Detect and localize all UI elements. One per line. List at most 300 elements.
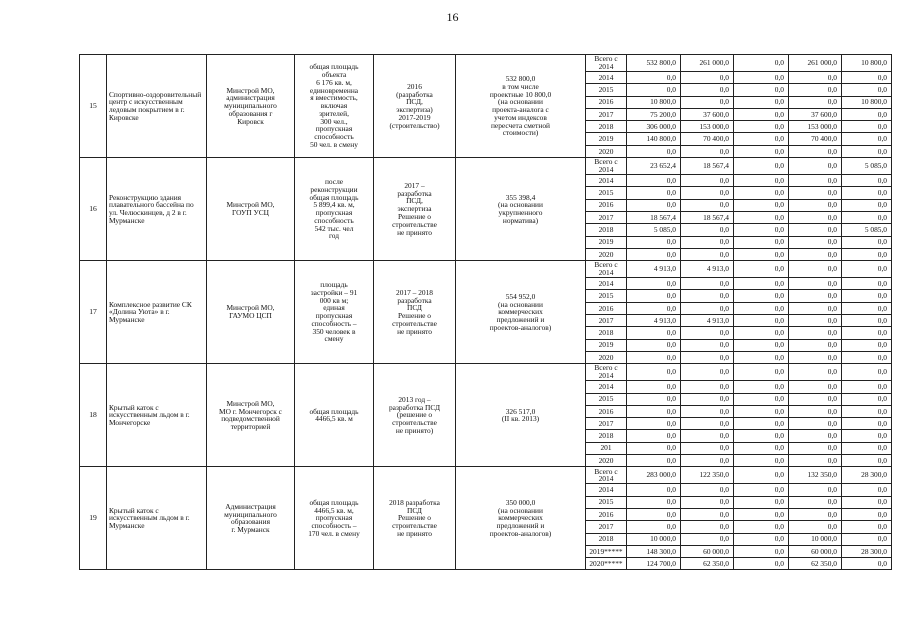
amount-cell: 10 800,0 [627, 96, 681, 108]
amount-cell: 0,0 [842, 133, 892, 145]
amount-cell: 0,0 [842, 418, 892, 430]
year-cell: 2020 [586, 145, 627, 157]
project-name-cell [107, 364, 207, 467]
amount-cell: 60 000,0 [681, 545, 734, 557]
amount-cell: 0,0 [842, 84, 892, 96]
amount-cell: 0,0 [681, 351, 734, 363]
amount-cell: 0,0 [734, 315, 789, 327]
amount-cell: 0,0 [789, 381, 842, 393]
amount-cell: 5 085,0 [627, 224, 681, 236]
amount-cell: 0,0 [734, 290, 789, 302]
amount-cell: 148 300,0 [627, 545, 681, 557]
amount-cell: 5 085,0 [842, 224, 892, 236]
year-cell: 2017 [586, 315, 627, 327]
amount-cell: 0,0 [734, 496, 789, 508]
amount-cell: 0,0 [627, 248, 681, 260]
amount-cell: 0,0 [789, 145, 842, 157]
amount-cell: 0,0 [627, 302, 681, 314]
project-number-cell [80, 467, 107, 570]
estimated-cost-cell-text: 355 398,4 (на основании укрупненного норматива) [498, 192, 543, 225]
amount-cell: 0,0 [789, 455, 842, 467]
amount-cell: 0,0 [789, 248, 842, 260]
year-cell: 2016 [586, 405, 627, 417]
year-cell: 2016 [586, 508, 627, 520]
amount-cell: 0,0 [734, 55, 789, 72]
amount-cell: 306 000,0 [627, 121, 681, 133]
project-number-cell-text: 15 [89, 101, 97, 111]
year-cell: 2015 [586, 187, 627, 199]
year-cell: 2014 [586, 175, 627, 187]
amount-cell: 0,0 [681, 96, 734, 108]
stage-cell [374, 467, 456, 570]
year-cell: 2018 [586, 121, 627, 133]
amount-cell: 0,0 [681, 364, 734, 381]
amount-cell: 0,0 [734, 108, 789, 120]
amount-cell: 122 350,0 [681, 467, 734, 484]
amount-cell: 62 350,0 [789, 558, 842, 570]
amount-cell: 0,0 [734, 484, 789, 496]
capacity-cell-text: после реконструкции общая площадь 5 899,4 кв. м, пропускная способность 542 тыс. чел год [309, 177, 359, 241]
year-cell: 2018 [586, 533, 627, 545]
amount-cell: 0,0 [627, 405, 681, 417]
stage-cell [374, 364, 456, 467]
amount-cell: 0,0 [842, 442, 892, 454]
year-cell: 2018 [586, 430, 627, 442]
amount-cell: 0,0 [734, 211, 789, 223]
amount-cell: 0,0 [789, 364, 842, 381]
amount-cell: 0,0 [842, 339, 892, 351]
amount-cell: 0,0 [734, 302, 789, 314]
amount-cell: 70 400,0 [789, 133, 842, 145]
amount-cell: 0,0 [789, 351, 842, 363]
amount-cell: 18 567,4 [681, 158, 734, 175]
amount-cell: 0,0 [734, 418, 789, 430]
amount-cell: 0,0 [842, 145, 892, 157]
amount-cell: 0,0 [789, 290, 842, 302]
amount-cell: 0,0 [681, 175, 734, 187]
executor-cell-text: Минстрой МО, МО г. Мончегорск с подведомственной территорией [219, 398, 282, 432]
amount-cell: 0,0 [627, 84, 681, 96]
amount-cell: 0,0 [627, 364, 681, 381]
amount-cell: 0,0 [842, 533, 892, 545]
amount-cell: 0,0 [789, 236, 842, 248]
amount-cell: 0,0 [734, 381, 789, 393]
capacity-cell-text: площадь застройки – 91 000 кв м; единая пропускная способность – 350 человек в смену [310, 280, 358, 344]
stage-cell-text: 2018 разработка ПСД Решение о строительстве не принято [389, 497, 440, 538]
stage-cell [374, 158, 456, 261]
amount-cell: 75 200,0 [627, 108, 681, 120]
year-cell: 2015 [586, 84, 627, 96]
amount-cell: 0,0 [842, 315, 892, 327]
amount-cell: 0,0 [681, 84, 734, 96]
page-number: 16 [446, 10, 459, 24]
capacity-cell [295, 55, 374, 158]
amount-cell: 0,0 [627, 393, 681, 405]
amount-cell: 0,0 [627, 327, 681, 339]
amount-cell: 532 800,0 [627, 55, 681, 72]
amount-cell: 0,0 [842, 108, 892, 120]
amount-cell: 4 913,0 [627, 315, 681, 327]
amount-cell: 0,0 [681, 302, 734, 314]
amount-cell: 0,0 [627, 199, 681, 211]
year-cell: 2020 [586, 248, 627, 260]
amount-cell: 0,0 [789, 442, 842, 454]
amount-cell: 0,0 [789, 327, 842, 339]
amount-cell: 0,0 [627, 72, 681, 84]
stage-cell-text: 2016 (разработка ПСД, экспертиза) 2017-2019 (строительство) [389, 81, 440, 130]
amount-cell: 0,0 [734, 248, 789, 260]
amount-cell: 62 350,0 [681, 558, 734, 570]
year-cell: 2015 [586, 393, 627, 405]
amount-cell: 0,0 [842, 430, 892, 442]
capacity-cell-text: общая площадь объекта 6 176 кв. м, единовременна я вместимость, включая зрителей, 300 чел., пропускная способность 50 чел. в смену [309, 62, 359, 149]
amount-cell: 10 800,0 [842, 55, 892, 72]
amount-cell: 0,0 [627, 339, 681, 351]
stage-cell-text: 2013 год – разработка ПСД (решение о строительстве не принято) [388, 394, 440, 435]
amount-cell: 18 567,4 [627, 211, 681, 223]
amount-cell: 0,0 [789, 405, 842, 417]
amount-cell: 0,0 [734, 187, 789, 199]
estimated-cost-cell [456, 467, 586, 570]
amount-cell: 0,0 [842, 327, 892, 339]
amount-cell: 0,0 [734, 405, 789, 417]
project-name-cell [107, 55, 207, 158]
amount-cell: 0,0 [789, 261, 842, 278]
amount-cell: 0,0 [842, 211, 892, 223]
amount-cell: 0,0 [789, 430, 842, 442]
amount-cell: 0,0 [842, 236, 892, 248]
project-name-cell-text: Крытый каток с искусственным льдом в г. Мончегорске [109, 402, 190, 428]
amount-cell: 0,0 [789, 302, 842, 314]
amount-cell: 0,0 [681, 455, 734, 467]
table-row [80, 467, 892, 484]
capacity-cell [295, 364, 374, 467]
amount-cell: 0,0 [789, 484, 842, 496]
amount-cell: 0,0 [734, 72, 789, 84]
amount-cell: 0,0 [734, 121, 789, 133]
table-row [80, 55, 892, 72]
amount-cell: 0,0 [789, 393, 842, 405]
amount-cell: 0,0 [627, 175, 681, 187]
amount-cell: 10 800,0 [842, 96, 892, 108]
year-cell: 2014 [586, 278, 627, 290]
year-cell: 2014 [586, 72, 627, 84]
amount-cell: 37 600,0 [681, 108, 734, 120]
year-cell: 2015 [586, 496, 627, 508]
year-cell: 2020 [586, 351, 627, 363]
executor-cell [207, 261, 295, 364]
amount-cell: 0,0 [734, 96, 789, 108]
amount-cell: 261 000,0 [789, 55, 842, 72]
amount-cell: 0,0 [681, 405, 734, 417]
executor-cell [207, 467, 295, 570]
executor-cell-text: Минстрой МО, администрация муниципального образования г Кировск [224, 85, 277, 126]
amount-cell: 0,0 [842, 351, 892, 363]
amount-cell: 0,0 [734, 175, 789, 187]
year-cell: 2015 [586, 290, 627, 302]
amount-cell: 0,0 [681, 248, 734, 260]
estimated-cost-cell-text: 532 800,0 в том числе проектные 10 800,0 (на основании проекта-аналога с учетом индексов пересчета сметной стоимости) [489, 73, 552, 138]
amount-cell: 0,0 [789, 418, 842, 430]
year-cell: 2019 [586, 339, 627, 351]
amount-cell: 0,0 [681, 224, 734, 236]
estimated-cost-cell [456, 364, 586, 467]
stage-cell-text: 2017 – 2018 разработка ПСД Решение о строительстве не принято [392, 287, 437, 336]
amount-cell: 0,0 [734, 236, 789, 248]
year-cell: 201 [586, 442, 627, 454]
amount-cell: 0,0 [627, 278, 681, 290]
amount-cell: 0,0 [681, 418, 734, 430]
year-cell: 2018 [586, 224, 627, 236]
amount-cell: 0,0 [734, 393, 789, 405]
project-name-cell-text: Спортивно-оздоровительный центр с искусственным ледовым покрытием в г. Кировске [109, 89, 202, 122]
capacity-cell-text: общая площадь 4466,5 кв. м, пропускная способность – 170 чел. в смену [308, 497, 360, 538]
amount-cell: 0,0 [789, 339, 842, 351]
amount-cell: 0,0 [734, 442, 789, 454]
amount-cell: 0,0 [734, 261, 789, 278]
investment-projects-table [79, 54, 892, 570]
amount-cell: 0,0 [789, 508, 842, 520]
year-cell: 2019***** [586, 545, 627, 557]
amount-cell: 0,0 [681, 508, 734, 520]
project-name-cell [107, 467, 207, 570]
amount-cell: 0,0 [789, 315, 842, 327]
amount-cell: 0,0 [681, 430, 734, 442]
project-number-cell [80, 364, 107, 467]
amount-cell: 0,0 [842, 381, 892, 393]
amount-cell: 0,0 [681, 236, 734, 248]
amount-cell: 124 700,0 [627, 558, 681, 570]
year-cell: 2017 [586, 521, 627, 533]
year-cell: 2019 [586, 236, 627, 248]
amount-cell: 0,0 [842, 455, 892, 467]
amount-cell: 0,0 [627, 508, 681, 520]
estimated-cost-cell-text: 554 952,0 (на основании коммерческих предложений и проектов-аналогов) [489, 291, 552, 332]
amount-cell: 0,0 [842, 72, 892, 84]
amount-cell: 0,0 [681, 393, 734, 405]
amount-cell: 0,0 [789, 84, 842, 96]
amount-cell: 0,0 [627, 418, 681, 430]
amount-cell: 0,0 [842, 248, 892, 260]
amount-cell: 0,0 [734, 339, 789, 351]
table-row [80, 261, 892, 278]
amount-cell: 0,0 [734, 533, 789, 545]
amount-cell: 153 000,0 [681, 121, 734, 133]
year-cell: Всего с 2014 [586, 467, 627, 484]
amount-cell: 4 913,0 [627, 261, 681, 278]
amount-cell: 0,0 [789, 496, 842, 508]
amount-cell: 0,0 [842, 496, 892, 508]
amount-cell: 0,0 [842, 558, 892, 570]
amount-cell: 0,0 [842, 484, 892, 496]
project-number-cell [80, 261, 107, 364]
year-cell: 2016 [586, 302, 627, 314]
year-cell: 2018 [586, 327, 627, 339]
executor-cell-text: Минстрой МО, ГОУП УСЦ [226, 200, 275, 218]
amount-cell: 0,0 [734, 545, 789, 557]
amount-cell: 0,0 [681, 484, 734, 496]
table-row [80, 158, 892, 175]
capacity-cell [295, 261, 374, 364]
amount-cell: 0,0 [734, 508, 789, 520]
amount-cell: 0,0 [789, 521, 842, 533]
amount-cell: 0,0 [734, 84, 789, 96]
project-number-cell-text: 17 [89, 307, 97, 317]
amount-cell: 0,0 [627, 236, 681, 248]
amount-cell: 0,0 [789, 96, 842, 108]
amount-cell: 0,0 [842, 175, 892, 187]
stage-cell [374, 55, 456, 158]
executor-cell-text: Администрация муниципального образования г. Мурманск [224, 501, 277, 535]
amount-cell: 0,0 [842, 302, 892, 314]
amount-cell: 0,0 [734, 224, 789, 236]
project-number-cell [80, 55, 107, 158]
project-name-cell [107, 261, 207, 364]
year-cell: 2016 [586, 96, 627, 108]
amount-cell: 23 652,4 [627, 158, 681, 175]
year-cell: 2020***** [586, 558, 627, 570]
amount-cell: 60 000,0 [789, 545, 842, 557]
amount-cell: 4 913,0 [681, 261, 734, 278]
year-cell: 2014 [586, 484, 627, 496]
amount-cell: 0,0 [681, 278, 734, 290]
amount-cell: 153 000,0 [789, 121, 842, 133]
amount-cell: 0,0 [842, 521, 892, 533]
amount-cell: 5 085,0 [842, 158, 892, 175]
table-body [80, 55, 892, 570]
project-number-cell [80, 158, 107, 261]
estimated-cost-cell-text: 350 000,0 (на основании коммерческих предложений и проектов-аналогов) [489, 497, 552, 538]
amount-cell: 0,0 [789, 187, 842, 199]
amount-cell: 132 350,0 [789, 467, 842, 484]
amount-cell: 0,0 [734, 133, 789, 145]
amount-cell: 0,0 [734, 455, 789, 467]
amount-cell: 0,0 [627, 455, 681, 467]
amount-cell: 0,0 [627, 496, 681, 508]
table-row [80, 364, 892, 381]
amount-cell: 261 000,0 [681, 55, 734, 72]
amount-cell: 0,0 [842, 187, 892, 199]
project-number-cell-text: 19 [89, 513, 97, 523]
amount-cell: 0,0 [789, 211, 842, 223]
amount-cell: 0,0 [842, 199, 892, 211]
year-cell: 2017 [586, 108, 627, 120]
capacity-cell-text: общая площадь 4466,5 кв. м [309, 406, 359, 424]
year-cell: 2019 [586, 133, 627, 145]
amount-cell: 0,0 [842, 278, 892, 290]
project-name-cell-text: Комплексное развитие СК «Долина Уюта» в г. Мурманске [109, 299, 192, 325]
amount-cell: 0,0 [681, 442, 734, 454]
amount-cell: 0,0 [789, 224, 842, 236]
year-cell: Всего с 2014 [586, 364, 627, 381]
amount-cell: 0,0 [627, 484, 681, 496]
year-cell: 2014 [586, 381, 627, 393]
year-cell: Всего с 2014 [586, 55, 627, 72]
estimated-cost-cell [456, 55, 586, 158]
amount-cell: 37 600,0 [789, 108, 842, 120]
estimated-cost-cell [456, 261, 586, 364]
amount-cell: 0,0 [681, 199, 734, 211]
amount-cell: 0,0 [734, 521, 789, 533]
amount-cell: 0,0 [734, 558, 789, 570]
estimated-cost-cell-text: 326 517,0 (II кв. 2013) [501, 406, 540, 424]
amount-cell: 0,0 [627, 351, 681, 363]
amount-cell: 0,0 [681, 521, 734, 533]
year-cell: Всего с 2014 [586, 261, 627, 278]
amount-cell: 0,0 [627, 442, 681, 454]
executor-cell [207, 55, 295, 158]
amount-cell: 0,0 [627, 145, 681, 157]
amount-cell: 0,0 [734, 199, 789, 211]
estimated-cost-cell [456, 158, 586, 261]
year-cell: 2017 [586, 211, 627, 223]
amount-cell: 0,0 [681, 187, 734, 199]
amount-cell: 18 567,4 [681, 211, 734, 223]
amount-cell: 0,0 [681, 381, 734, 393]
amount-cell: 0,0 [681, 533, 734, 545]
amount-cell: 28 300,0 [842, 545, 892, 557]
amount-cell: 0,0 [681, 496, 734, 508]
amount-cell: 0,0 [734, 158, 789, 175]
amount-cell: 0,0 [789, 72, 842, 84]
stage-cell [374, 261, 456, 364]
amount-cell: 0,0 [627, 521, 681, 533]
amount-cell: 10 000,0 [627, 533, 681, 545]
amount-cell: 0,0 [734, 145, 789, 157]
amount-cell: 0,0 [842, 364, 892, 381]
amount-cell: 0,0 [627, 290, 681, 302]
year-cell: 2017 [586, 418, 627, 430]
project-name-cell-text: Реконструкцию здания плавательного бассейна по ул. Челюскинцев, д 2 в г. Мурманске [109, 192, 194, 225]
amount-cell: 0,0 [789, 158, 842, 175]
amount-cell: 0,0 [842, 121, 892, 133]
amount-cell: 0,0 [789, 278, 842, 290]
amount-cell: 28 300,0 [842, 467, 892, 484]
amount-cell: 0,0 [734, 327, 789, 339]
amount-cell: 0,0 [842, 393, 892, 405]
amount-cell: 10 000,0 [789, 533, 842, 545]
amount-cell: 0,0 [681, 72, 734, 84]
amount-cell: 0,0 [789, 199, 842, 211]
amount-cell: 140 800,0 [627, 133, 681, 145]
amount-cell: 0,0 [842, 290, 892, 302]
amount-cell: 0,0 [842, 508, 892, 520]
amount-cell: 0,0 [734, 467, 789, 484]
amount-cell: 0,0 [681, 145, 734, 157]
amount-cell: 0,0 [789, 175, 842, 187]
amount-cell: 0,0 [627, 187, 681, 199]
project-name-cell [107, 158, 207, 261]
capacity-cell [295, 158, 374, 261]
amount-cell: 0,0 [734, 364, 789, 381]
amount-cell: 283 000,0 [627, 467, 681, 484]
year-cell: 2020 [586, 455, 627, 467]
amount-cell: 0,0 [681, 339, 734, 351]
amount-cell: 0,0 [842, 261, 892, 278]
project-number-cell-text: 16 [89, 204, 97, 214]
amount-cell: 0,0 [627, 381, 681, 393]
amount-cell: 0,0 [627, 430, 681, 442]
stage-cell-text: 2017 – разработка ПСД, экспертиза Решение о строительстве не принято [392, 180, 437, 237]
amount-cell: 0,0 [681, 290, 734, 302]
year-cell: Всего с 2014 [586, 158, 627, 175]
executor-cell [207, 158, 295, 261]
amount-cell: 4 913,0 [681, 315, 734, 327]
amount-cell: 70 400,0 [681, 133, 734, 145]
amount-cell: 0,0 [681, 327, 734, 339]
executor-cell-text: Минстрой МО, ГАУМО ЦСП [226, 303, 275, 321]
amount-cell: 0,0 [734, 278, 789, 290]
